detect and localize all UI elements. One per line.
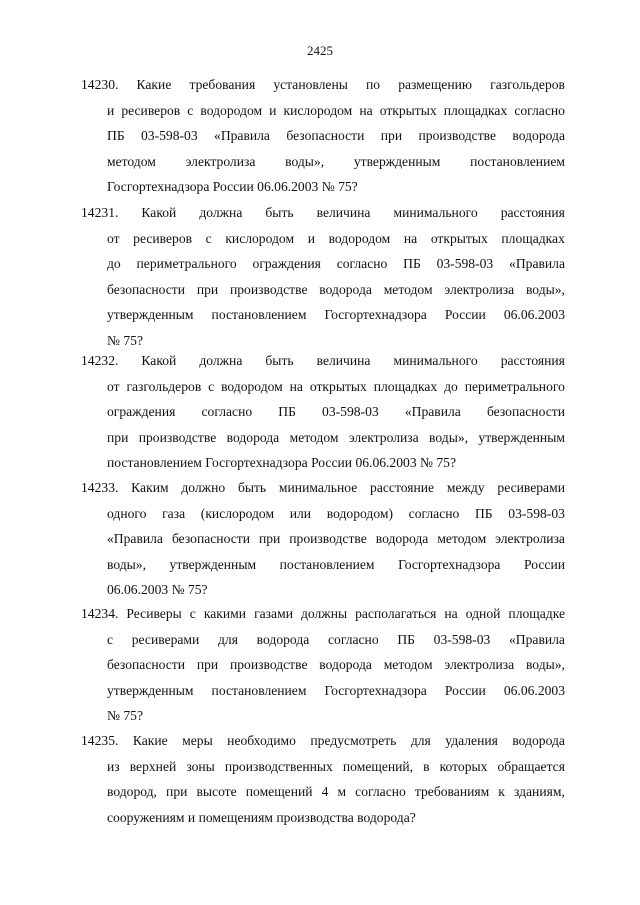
question-text: утвержденным bbox=[107, 307, 194, 322]
question-text: минимального bbox=[393, 353, 478, 368]
question-text: № 75? bbox=[107, 708, 143, 723]
question-text: электролиза bbox=[444, 281, 515, 297]
question-text: на bbox=[444, 606, 458, 621]
question-text: (кислородом bbox=[200, 505, 275, 521]
question-text: до bbox=[444, 378, 458, 394]
question-text: воды», bbox=[525, 657, 565, 672]
question-text: Какой bbox=[141, 353, 177, 368]
question-text: в bbox=[423, 758, 430, 774]
question-text: водорода bbox=[512, 128, 565, 143]
question-text: России bbox=[524, 556, 565, 572]
question-text: при bbox=[196, 281, 219, 297]
question-line bbox=[81, 348, 565, 374]
question-text: для bbox=[218, 631, 238, 647]
question-line bbox=[81, 450, 565, 476]
question-text: Ресиверы bbox=[126, 606, 182, 621]
question-text: ресиверами bbox=[131, 631, 200, 647]
question-text: ограждения bbox=[107, 404, 176, 419]
question-text: величина bbox=[316, 205, 371, 220]
question-text: одного bbox=[107, 505, 147, 521]
question-line bbox=[81, 200, 565, 226]
question-text: требованиям bbox=[414, 784, 490, 799]
question-text: ПБ bbox=[474, 505, 493, 521]
question-number: 14232. bbox=[81, 353, 119, 368]
question-text: безопасности bbox=[171, 531, 250, 546]
question-text: минимального bbox=[393, 205, 478, 220]
question-text: методом bbox=[383, 657, 433, 672]
question-text: площадках bbox=[501, 230, 565, 246]
question-text: ресиверов bbox=[133, 230, 193, 246]
question-text: должна bbox=[199, 205, 243, 220]
question-line bbox=[81, 552, 565, 578]
question-text: которых bbox=[439, 758, 488, 774]
question-text: периметрального bbox=[464, 378, 565, 394]
question-text: необходимо bbox=[227, 733, 296, 748]
question-item bbox=[81, 601, 565, 729]
question-text: обращается bbox=[497, 758, 565, 774]
question-text: водорода bbox=[375, 531, 429, 546]
question-line bbox=[81, 678, 565, 704]
question-text: согласно bbox=[201, 404, 253, 419]
question-text: 03-598-03 bbox=[436, 256, 494, 271]
question-text: открытых bbox=[309, 378, 367, 394]
question-text: размещению bbox=[398, 77, 473, 92]
question-text: и bbox=[107, 102, 115, 118]
question-text: России bbox=[444, 307, 486, 322]
question-text: 4 bbox=[321, 784, 329, 799]
question-text: должна bbox=[199, 353, 243, 368]
question-text: располагаться bbox=[355, 606, 437, 621]
question-text: утвержденным bbox=[353, 153, 441, 169]
question-text: ПБ bbox=[107, 128, 125, 143]
question-line bbox=[81, 251, 565, 277]
question-text: Госгортехнадзора России 06.06.2003 № 75? bbox=[107, 179, 358, 194]
question-text: производственных bbox=[224, 758, 333, 774]
question-text: открытых bbox=[379, 102, 437, 118]
question-text: расстояния bbox=[500, 353, 565, 368]
question-text: удаления bbox=[445, 733, 498, 748]
question-text: при bbox=[196, 657, 219, 672]
question-text: безопасности bbox=[486, 404, 565, 419]
question-line bbox=[81, 98, 565, 124]
question-text: с bbox=[205, 230, 212, 246]
question-text: постановлением bbox=[470, 153, 565, 169]
question-text: водорода bbox=[512, 733, 565, 748]
question-text: согласно bbox=[514, 102, 565, 118]
question-item bbox=[81, 200, 565, 353]
question-line bbox=[81, 277, 565, 303]
question-text: газа bbox=[162, 505, 186, 521]
question-text: площадках bbox=[373, 378, 438, 394]
question-text: при bbox=[258, 531, 281, 546]
question-text: № 75? bbox=[107, 332, 143, 348]
question-text: производстве bbox=[289, 531, 367, 546]
question-text: Каким bbox=[131, 480, 169, 495]
question-text: водорода bbox=[319, 281, 372, 297]
question-line bbox=[81, 754, 565, 780]
question-text: газгольдеров bbox=[490, 77, 565, 92]
question-text: воды», bbox=[525, 281, 565, 297]
question-text: быть bbox=[265, 205, 294, 220]
question-text: при bbox=[107, 429, 129, 445]
question-text: для bbox=[410, 733, 431, 748]
question-text: «Правила bbox=[509, 631, 565, 647]
question-text: утвержденным bbox=[478, 429, 565, 445]
question-text: постановлением bbox=[279, 556, 375, 572]
question-text: минимальное bbox=[278, 480, 358, 495]
question-line bbox=[81, 526, 565, 552]
question-text: 03-598-03 bbox=[141, 128, 198, 143]
question-text: водородом) bbox=[326, 505, 393, 521]
question-text: водорода bbox=[226, 429, 280, 445]
question-text: методом bbox=[437, 531, 487, 546]
question-text: 06.06.2003 bbox=[503, 307, 565, 322]
question-text: России bbox=[444, 682, 486, 698]
page-number: 2425 bbox=[307, 43, 333, 58]
question-text: электролиза bbox=[348, 429, 419, 445]
question-text: открытых bbox=[430, 230, 488, 246]
question-text: Какие bbox=[136, 77, 172, 92]
question-text: производстве bbox=[418, 128, 497, 143]
question-text: площадках bbox=[443, 102, 508, 118]
question-text: «Правила bbox=[107, 531, 163, 546]
question-text: согласно bbox=[355, 784, 406, 799]
question-text: водородом bbox=[221, 378, 283, 394]
question-text: зданиям, bbox=[513, 784, 565, 799]
question-text: величина bbox=[316, 353, 371, 368]
question-text: газгольдеров bbox=[126, 378, 202, 394]
question-text: верхней bbox=[129, 758, 177, 774]
question-text: воды», bbox=[107, 556, 146, 572]
question-text: периметрального bbox=[136, 256, 237, 271]
question-text: с bbox=[107, 631, 114, 647]
question-text: электролиза bbox=[185, 153, 256, 169]
question-text: производстве bbox=[138, 429, 217, 445]
question-text: сооружениям и помещениям производства водорода? bbox=[107, 809, 416, 825]
question-text: водородом bbox=[200, 102, 263, 118]
question-number: 14231. bbox=[81, 205, 119, 220]
question-line bbox=[81, 779, 565, 805]
question-line bbox=[81, 302, 565, 328]
question-text: электролиза bbox=[495, 531, 565, 546]
question-text: постановлением bbox=[211, 307, 307, 322]
question-line bbox=[81, 399, 565, 425]
question-text: «Правила bbox=[404, 404, 461, 419]
question-line bbox=[81, 123, 565, 149]
question-text: с bbox=[187, 102, 194, 118]
question-line bbox=[81, 425, 565, 451]
question-text: до bbox=[107, 256, 121, 271]
question-number: 14230. bbox=[81, 77, 119, 92]
question-text: предусмотреть bbox=[310, 733, 397, 748]
question-text: требования bbox=[189, 77, 256, 92]
question-text: от bbox=[107, 230, 120, 246]
question-line bbox=[81, 475, 565, 501]
question-text: при bbox=[166, 784, 188, 799]
question-text: постановлением bbox=[211, 682, 307, 698]
question-item bbox=[81, 728, 565, 830]
question-text: помещений, bbox=[342, 758, 414, 774]
question-text: быть bbox=[237, 480, 267, 495]
question-text: на bbox=[403, 230, 418, 246]
question-text: согласно bbox=[327, 631, 379, 647]
question-text: безопасности bbox=[107, 657, 186, 672]
question-line bbox=[81, 805, 565, 831]
question-text: электролиза bbox=[444, 657, 515, 672]
question-text: методом bbox=[383, 281, 433, 297]
question-text: по bbox=[365, 77, 381, 92]
question-text: зоны bbox=[186, 758, 215, 774]
question-item bbox=[81, 72, 565, 200]
question-text: быть bbox=[265, 353, 294, 368]
question-text: воды», bbox=[285, 153, 325, 169]
question-text: или bbox=[289, 505, 312, 521]
question-text: 06.06.2003 bbox=[503, 682, 565, 698]
question-line bbox=[81, 577, 565, 603]
question-text: кислородом bbox=[225, 230, 295, 246]
question-text: согласно bbox=[336, 256, 388, 271]
question-text: производстве bbox=[229, 657, 308, 672]
question-text: водорода bbox=[319, 657, 372, 672]
question-text: и bbox=[269, 102, 277, 118]
question-line bbox=[81, 501, 565, 527]
question-text: м bbox=[337, 784, 347, 799]
question-text: кислородом bbox=[283, 102, 353, 118]
question-text: ограждения bbox=[252, 256, 321, 271]
question-text: установлены bbox=[273, 77, 348, 92]
question-text: утвержденным bbox=[107, 682, 194, 698]
question-text: 03-598-03 bbox=[508, 505, 565, 521]
question-text: Госгортехнадзора bbox=[398, 556, 501, 572]
question-text: постановлением Госгортехнадзора России 06.06.2003 № 75? bbox=[107, 455, 457, 470]
question-text: на bbox=[289, 378, 303, 394]
question-text: от bbox=[107, 378, 120, 394]
question-text: из bbox=[107, 758, 120, 774]
question-text: площадке bbox=[508, 606, 565, 621]
question-text: производстве bbox=[229, 281, 308, 297]
question-text: меры bbox=[182, 733, 213, 748]
question-text: должно bbox=[181, 480, 226, 495]
question-text: ПБ bbox=[278, 404, 296, 419]
question-line bbox=[81, 703, 565, 729]
question-text: безопасности bbox=[286, 128, 365, 143]
question-number: 14235. bbox=[81, 733, 119, 748]
question-item bbox=[81, 475, 565, 603]
question-text: и bbox=[307, 230, 315, 246]
question-text: Госгортехнадзора bbox=[324, 307, 427, 322]
question-line bbox=[81, 149, 565, 175]
question-line bbox=[81, 174, 565, 200]
question-text: высоте bbox=[196, 784, 237, 799]
question-text: какими bbox=[203, 606, 247, 621]
question-text: водородом bbox=[328, 230, 391, 246]
question-line bbox=[81, 374, 565, 400]
question-text: Какие bbox=[132, 733, 168, 748]
question-text: «Правила bbox=[509, 256, 565, 271]
question-text: Какой bbox=[141, 205, 177, 220]
question-text: воды», bbox=[429, 429, 469, 445]
question-text: ресиверами bbox=[497, 480, 565, 495]
question-text: с bbox=[189, 606, 196, 621]
question-text: согласно bbox=[408, 505, 460, 521]
question-item bbox=[81, 348, 565, 476]
question-text: ПБ bbox=[397, 631, 415, 647]
question-line bbox=[81, 601, 565, 627]
question-text: 03-598-03 bbox=[322, 404, 379, 419]
question-text: методом bbox=[107, 153, 156, 169]
question-text: к bbox=[498, 784, 505, 799]
question-text: методом bbox=[289, 429, 339, 445]
question-text: Госгортехнадзора bbox=[324, 682, 427, 698]
question-text: на bbox=[359, 102, 373, 118]
question-text: «Правила bbox=[214, 128, 270, 143]
question-text: водород, bbox=[107, 784, 157, 799]
question-text: помещений bbox=[245, 784, 313, 799]
question-text: водорода bbox=[256, 631, 310, 647]
question-text: ресиверов bbox=[121, 102, 181, 118]
question-text: при bbox=[380, 128, 403, 143]
question-line bbox=[81, 226, 565, 252]
question-text: расстояние bbox=[370, 480, 435, 495]
question-text: расстояния bbox=[500, 205, 565, 220]
question-text: газами bbox=[254, 606, 293, 621]
question-line bbox=[81, 652, 565, 678]
question-line bbox=[81, 728, 565, 754]
question-text: с bbox=[208, 378, 215, 394]
question-text: безопасности bbox=[107, 281, 186, 297]
question-text: одной bbox=[465, 606, 501, 621]
question-text: 06.06.2003 № 75? bbox=[107, 582, 208, 597]
question-text: 03-598-03 bbox=[433, 631, 491, 647]
question-line bbox=[81, 72, 565, 98]
question-text: ПБ bbox=[403, 256, 421, 271]
question-text: между bbox=[446, 480, 485, 495]
question-number: 14233. bbox=[81, 480, 119, 495]
question-line bbox=[81, 627, 565, 653]
question-text: утвержденным bbox=[169, 556, 257, 572]
question-number: 14234. bbox=[81, 606, 119, 621]
question-text: должны bbox=[300, 606, 348, 621]
